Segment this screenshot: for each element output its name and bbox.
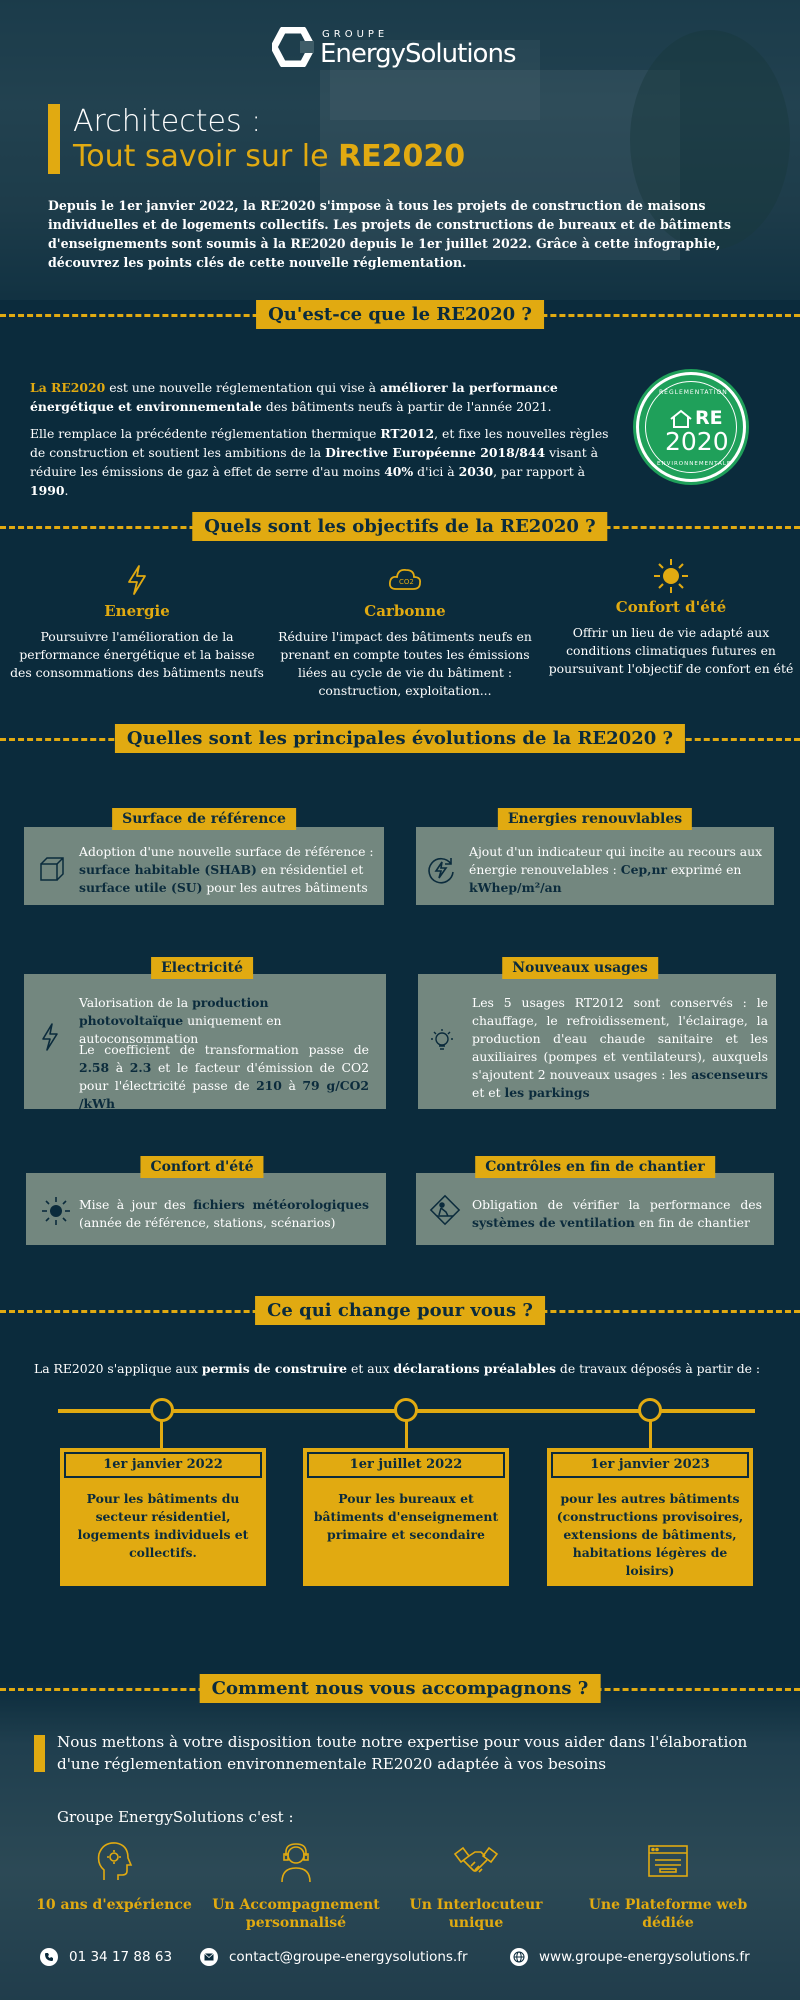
evolution-energies-tag: Energies renouvlables <box>498 808 692 830</box>
lightning-icon <box>125 564 149 596</box>
changes-intro: La RE2020 s'applique aux permis de construire et aux déclarations préalables de travaux déposés à partir de : <box>34 1361 761 1376</box>
energysolutions-logo[interactable] <box>272 25 532 71</box>
objective-title: Confort d'été <box>615 598 727 616</box>
svg-text:CO2: CO2 <box>399 578 414 586</box>
support-text: Nous mettons à votre disposition toute notre expertise pour vous aider dans l'élaboration d'une réglementation environnementale RE2020 adaptée à vos besoins <box>57 1733 748 1773</box>
section-title-support: Comment nous vous accompagnons ? <box>200 1674 601 1703</box>
contact-web[interactable] <box>510 1948 750 1966</box>
objective-confort <box>541 558 800 678</box>
feature-accompagnement <box>211 1838 381 1932</box>
head-gear-icon <box>94 1840 134 1884</box>
what-paragraph-2: Elle remplace la précédente réglementation thermique RT2012, et fixe les nouvelles règles de construction et soutient les ambitions de la Directive Européenne 2018/844 visant à réduire les émissions de gaz à effet de serre d'au moins 40% d'ici à 2030, par rapport à 1990. <box>30 426 609 498</box>
contact-email-text[interactable]: contact@groupe-energysolutions.fr <box>229 1949 468 1965</box>
evolution-surface-tag: Surface de référence <box>112 808 296 830</box>
evolution-surface-text: Adoption d'une nouvelle surface de référence : surface habitable (SHAB) en résidentiel et surface utile (SU) pour les autres bâtiments <box>79 844 374 895</box>
timeline-date: 1er janvier 2022 <box>64 1452 262 1478</box>
timeline-dot <box>150 1398 174 1422</box>
badge-year-text: 2020 <box>665 427 729 456</box>
section-title-objectives: Quels sont les objectifs de la RE2020 ? <box>192 512 607 541</box>
what-paragraph-1: La RE2020 est une nouvelle réglementation qui vise à améliorer la performance énergétique et environnementale des bâtiments neufs à partir de l'année 2021. <box>30 380 558 414</box>
support-accent-bar <box>34 1735 45 1772</box>
evolution-electricite-text-1: Valorisation de la production photovoltaïque uniquement en autoconsommation <box>79 995 282 1046</box>
objective-text: Poursuivre l'amélioration de la performance énergétique et la baisse des consommations des bâtiments neufs <box>10 629 264 680</box>
section-title-changes: Ce qui change pour vous ? <box>255 1296 545 1325</box>
sun-icon <box>652 557 690 595</box>
lightning-icon <box>40 1022 60 1052</box>
section-title-evolutions: Quelles sont les principales évolutions de la RE2020 ? <box>115 724 685 753</box>
renewable-energy-icon <box>425 854 457 886</box>
support-subtitle: Groupe EnergySolutions c'est : <box>57 1808 294 1826</box>
objective-title: Carbonne <box>364 602 446 620</box>
feature-label: Un Accompagnement personnalisé <box>212 1897 380 1931</box>
cube-surface-icon <box>38 856 66 884</box>
contact-phone-text[interactable]: 01 34 17 88 63 <box>69 1949 173 1965</box>
timeline-text: Pour les bureaux et bâtiments d'enseignement primaire et secondaire <box>313 1491 499 1542</box>
house-icon <box>669 409 693 429</box>
email-icon <box>204 1953 214 1961</box>
objective-text: Offrir un lieu de vie adapté aux conditions climatiques futures en poursuivant l'objectif de confort en été <box>548 625 794 676</box>
badge-bottom-text: ENVIRONNEMENTALE <box>657 461 732 467</box>
co2-cloud-icon <box>387 565 423 595</box>
timeline-dot <box>638 1398 662 1422</box>
hexagon-logo-icon <box>272 27 314 67</box>
timeline-card <box>303 1448 509 1586</box>
timeline-text: Pour les bâtiments du secteur résidentiel, logements individuels et collectifs. <box>77 1491 249 1560</box>
evolution-usages-tag: Nouveaux usages <box>502 957 658 979</box>
feature-experience <box>29 1838 199 1914</box>
handshake-icon <box>453 1842 499 1882</box>
intro-paragraph: Depuis le 1er janvier 2022, la RE2020 s'impose à tous les projets de construction de maisons individuelles et de logements collectifs. Les projets de constructions de bureaux et de bâtiments d'enseignements sont soumis à la RE2020 depuis le 1er juillet 2022. Grâce à cette infographie, découvrez les points clés de cette nouvelle réglementation. <box>48 198 731 270</box>
evolution-controles-tag: Contrôles en fin de chantier <box>475 1156 715 1178</box>
evolution-confort-tag: Confort d'été <box>140 1156 263 1178</box>
lightbulb-icon <box>430 1028 454 1056</box>
evolution-electricite-text-2: Le coefficient de transformation passe de 2.58 à 2.3 et le facteur d'émission de CO2 pour l'électricité passe de 210 à 79 g/CO2 /kWh <box>79 1042 370 1111</box>
section-title-what: Qu'est-ce que le RE2020 ? <box>256 300 544 329</box>
re2020-badge <box>636 372 746 482</box>
evolution-energies-text: Ajout d'un indicateur qui incite au recours aux énergie renouvelables : Cep,nr exprimé en kWhep/m²/an <box>469 844 763 895</box>
sun-icon <box>41 1196 71 1226</box>
evolution-usages-text: Les 5 usages RT2012 sont conservés : le chauffage, le refroidissement, l'éclairage, la production d'eau chaude sanitaire et les auxiliaires (pompes et ventilateurs), auxquels s'ajoutent 2 nouveaux usages : les ascenseurs et et les parkings <box>472 995 768 1100</box>
support-agent-icon <box>276 1840 316 1884</box>
evolution-electricite-tag: Electricité <box>151 957 253 979</box>
feature-plateforme <box>583 1838 753 1932</box>
objective-carbonne <box>275 562 535 700</box>
evolution-confort-text: Mise à jour des fichiers météorologiques (année de référence, stations, scénarios) <box>79 1197 369 1230</box>
objective-text: Réduire l'impact des bâtiments neufs en prenant en compte toutes les émissions liées au cycle de vie du bâtiment : construction, exploitation... <box>278 629 532 698</box>
logo-groupe-text: GROUPE <box>322 29 389 40</box>
title-accent-bar <box>48 104 60 174</box>
page-title-line2: Tout savoir sur le RE2020 <box>73 139 466 174</box>
objective-energie <box>7 562 267 682</box>
contact-email[interactable] <box>200 1948 468 1966</box>
globe-icon <box>513 1951 525 1963</box>
web-platform-icon <box>646 1842 690 1882</box>
page-title-line1: Architectes : <box>73 104 262 139</box>
badge-top-text: RÉGLEMENTATION <box>659 389 728 396</box>
timeline-date: 1er juillet 2022 <box>307 1452 505 1478</box>
timeline-card <box>60 1448 266 1586</box>
contact-phone[interactable] <box>40 1948 172 1966</box>
timeline-dot <box>394 1398 418 1422</box>
timeline-card <box>547 1448 753 1586</box>
feature-label: Un Interlocuteur unique <box>409 1897 543 1931</box>
feature-label: Une Plateforme web dédiée <box>588 1897 748 1931</box>
evolution-controles-text: Obligation de vérifier la performance des systèmes de ventilation en fin de chantier <box>472 1197 762 1230</box>
contact-web-text[interactable]: www.groupe-energysolutions.fr <box>539 1949 750 1965</box>
feature-label: 10 ans d'expérience <box>36 1897 192 1913</box>
objective-title: Energie <box>104 602 170 620</box>
badge-re-text: RE <box>695 407 723 429</box>
logo-name-text: EnergySolutions <box>320 39 516 69</box>
timeline-date: 1er janvier 2023 <box>551 1452 749 1478</box>
construction-sign-icon <box>428 1193 462 1227</box>
feature-interlocuteur <box>391 1838 561 1932</box>
phone-icon <box>44 1952 54 1962</box>
timeline-text: pour les autres bâtiments (constructions provisoires, extensions de bâtiments, habitations légères de loisirs) <box>556 1491 744 1578</box>
